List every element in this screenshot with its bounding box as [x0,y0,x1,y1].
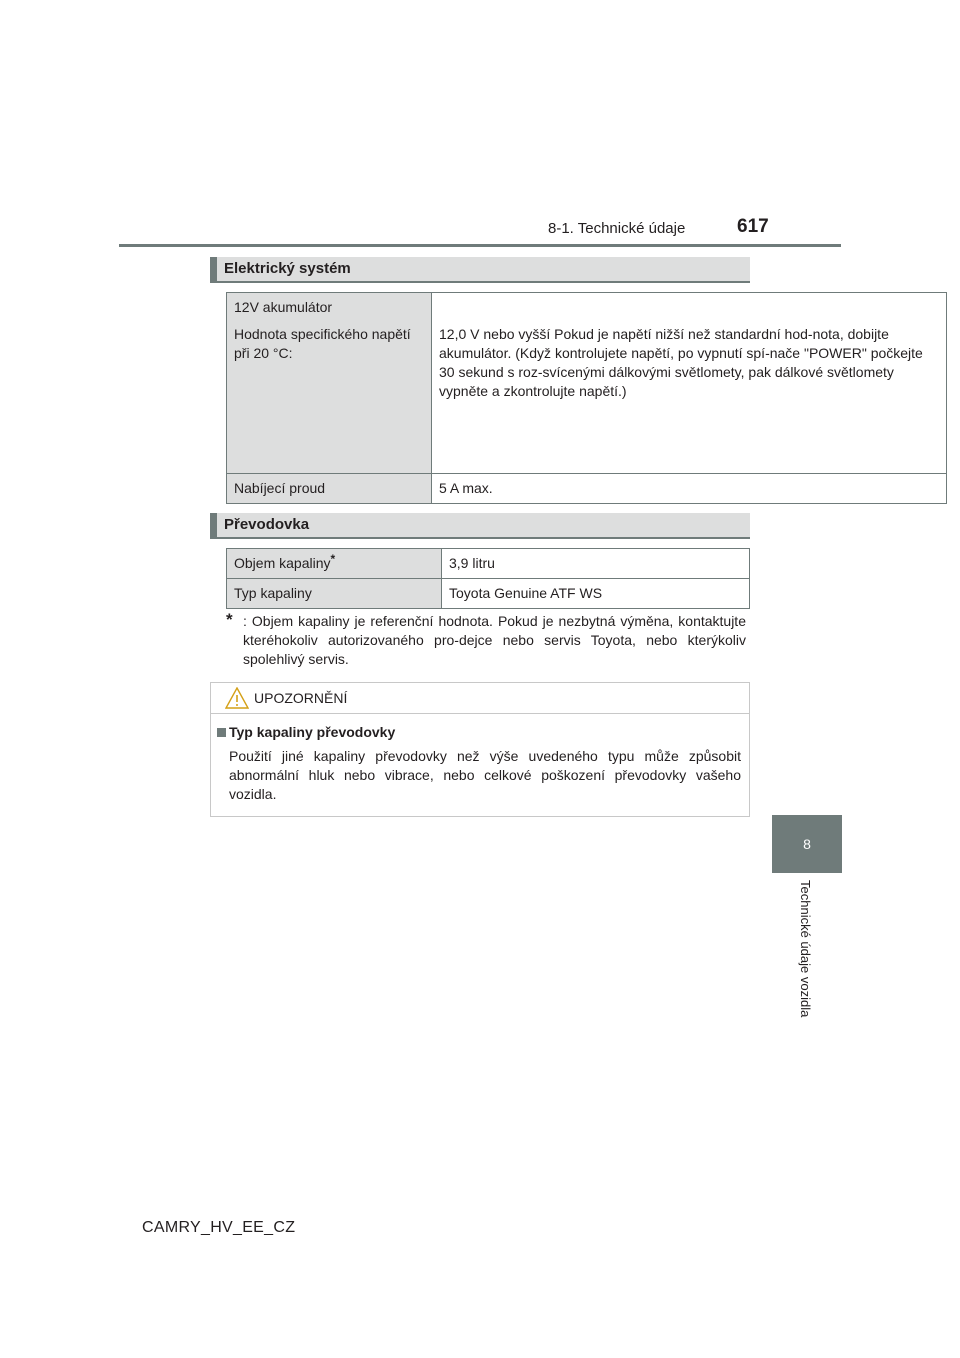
footnote-text: : Objem kapaliny je referenční hodnota. Pokud je nezbytná výměna, kontaktujte kteréhokoliv autorizovaného pro-dejce nebo servis Toyota, nebo kterýkoliv spolehlivý servis. [243,613,746,667]
fluid-capacity-label: Objem kapaliny [234,555,331,571]
transmission-section-heading [210,513,750,539]
chapter-label: Technické údaje vozidla [798,880,813,1018]
voltage-value: 12,0 V nebo vyšší Pokud je napětí nižší než standardní hod-nota, dobijte akumulátor. (Když kontrolujete napětí, po vypnutí spí-nače "POWER" počkejte 30 sekund s roz-svícenými dálkovými světlomety, pak dálkové světlomety vypněte a zkontrolujte napětí.) [439,326,923,399]
table-row [227,579,750,609]
table-row [227,293,947,474]
charging-current-label: Nabíjecí proud [234,480,326,496]
table-value-cell [442,579,750,609]
caution-subtitle: Typ kapaliny převodovky [229,724,396,740]
table-label-cell [227,474,432,504]
chapter-number: 8 [803,836,811,852]
table-row [227,549,750,579]
chapter-tab [772,815,842,873]
voltage-label: Hodnota specifického napětí při 20 °C: [234,326,411,361]
page-number: 617 [737,216,769,237]
caution-label: UPOZORNĚNÍ [254,690,348,706]
fluid-type-label: Typ kapaliny [234,585,312,601]
fluid-capacity-value: 3,9 litru [449,555,495,571]
caution-body: Použití jiné kapaliny převodovky než výše uvedeného typu může způsobit abnormální hluk nebo vibrace, nebo celkové poškození převodovky vašeho vozidla. [229,748,741,802]
table-value-cell [442,549,750,579]
footnote-marker: * [330,552,336,566]
table-label-cell [227,549,442,579]
battery-label: 12V akumulátor [234,299,333,315]
document-code: CAMRY_HV_EE_CZ [142,1219,296,1236]
warning-triangle-icon [225,687,249,709]
footnote [226,612,746,669]
section-title: 8-1. Technické údaje [548,220,686,237]
bullet-square-icon [217,728,226,737]
table-value-cell [432,293,947,474]
caution-header [211,683,749,714]
electrical-section-title: Elektrický systém [224,260,351,277]
caution-box [210,682,750,817]
transmission-section-title: Převodovka [224,516,310,533]
heading-accent-bar [210,513,217,537]
table-label-cell [227,293,432,474]
fluid-type-value: Toyota Genuine ATF WS [449,585,603,601]
charging-current-value: 5 A max. [439,480,493,496]
footnote-marker: * [226,610,233,629]
table-value-cell [432,474,947,504]
electrical-section-heading [210,257,750,283]
transmission-spec-table [226,548,750,609]
table-row [227,474,947,504]
table-label-cell [227,579,442,609]
electrical-spec-table [226,292,947,504]
header-divider [119,244,841,247]
heading-accent-bar [210,257,217,281]
